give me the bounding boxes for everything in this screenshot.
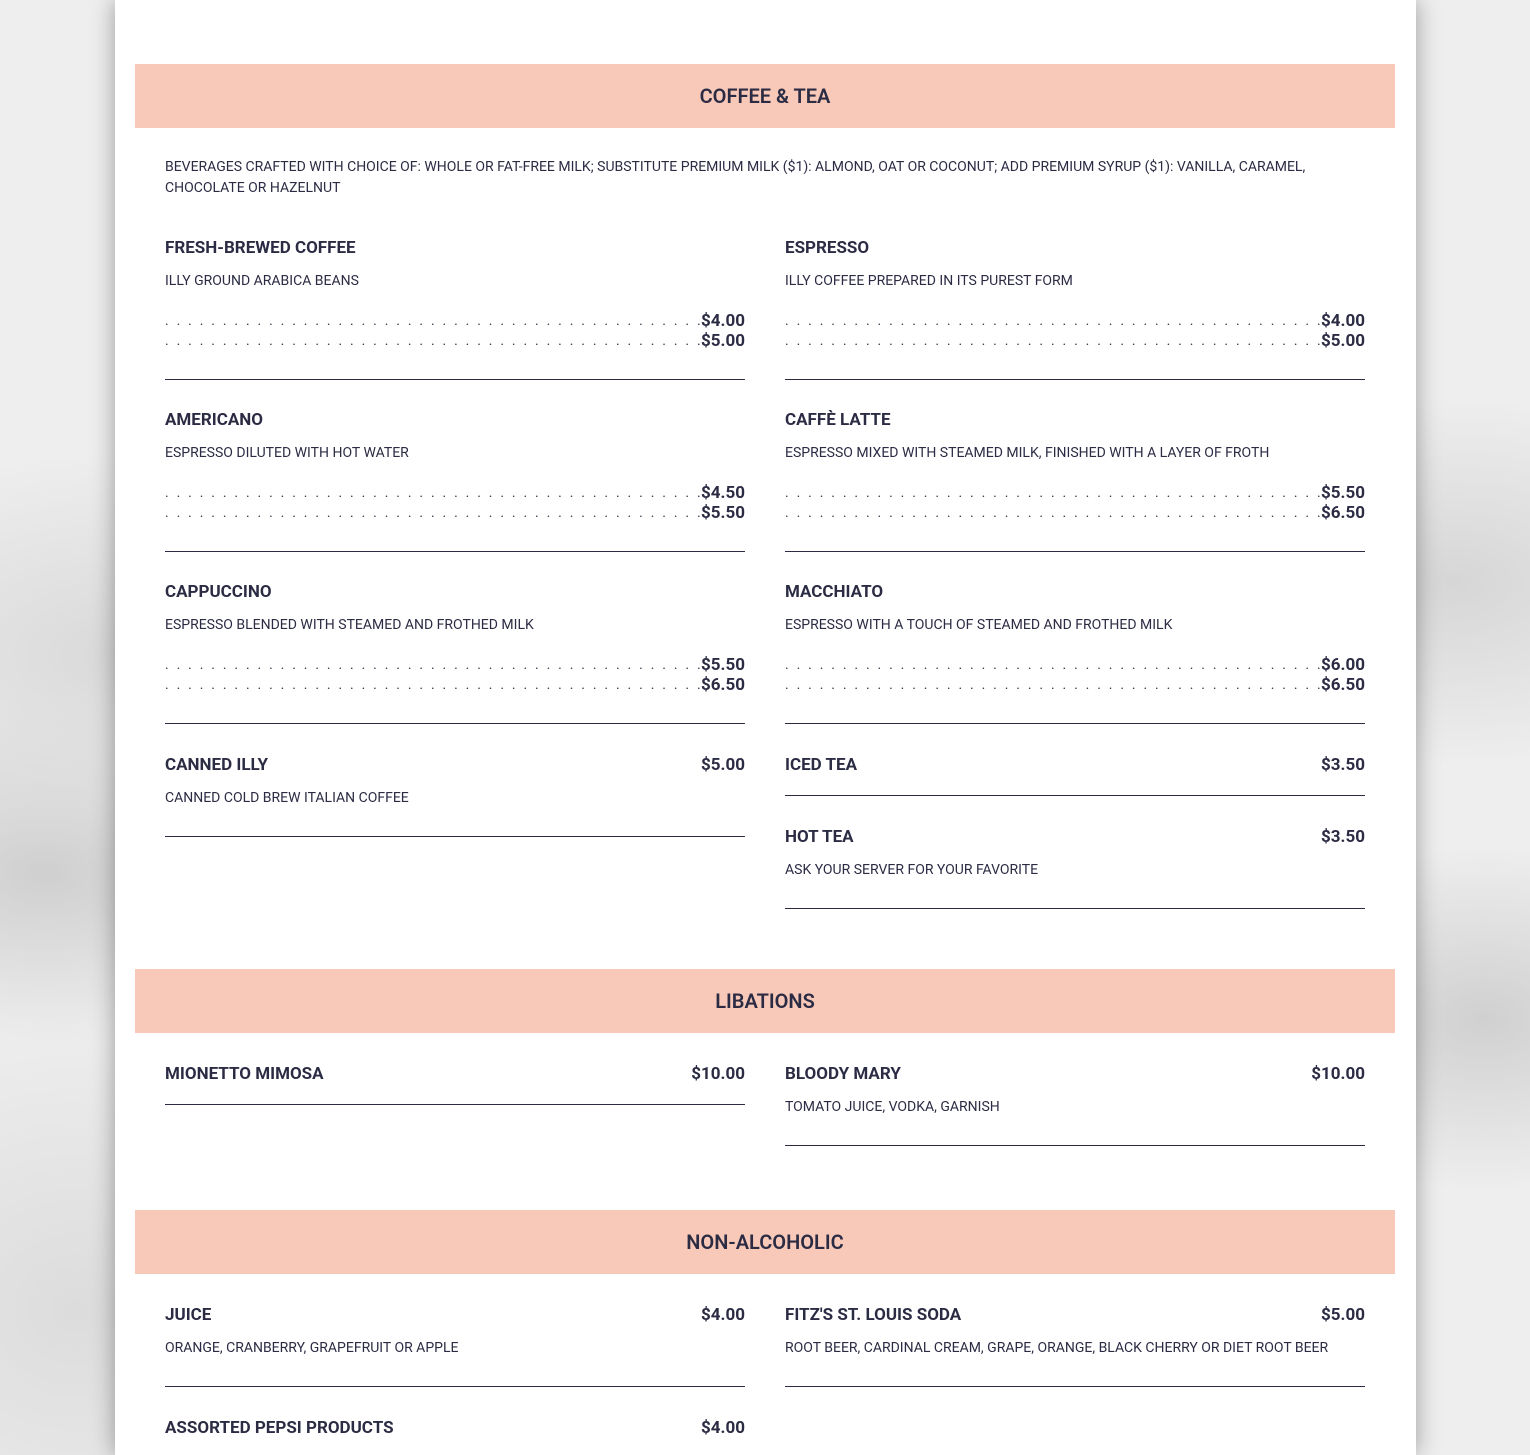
item-price: $6.50	[1321, 675, 1365, 695]
dot-leader	[165, 675, 701, 695]
dot-leader	[165, 311, 701, 331]
item-price: $3.50	[1321, 827, 1365, 847]
menu-item-espresso	[785, 231, 1365, 380]
item-price: $4.00	[701, 1305, 745, 1325]
item-price: $5.50	[701, 503, 745, 523]
menu-item-fresh-brewed-coffee	[165, 231, 745, 380]
item-price: $6.50	[701, 675, 745, 695]
item-name: JUICE	[165, 1305, 212, 1325]
item-name: MIONETTO MIMOSA	[165, 1064, 324, 1084]
item-price: $5.00	[1321, 1305, 1365, 1325]
item-name: CAFFÈ LATTE	[785, 410, 891, 430]
item-description: ESPRESSO BLENDED WITH STEAMED AND FROTHED MILK	[165, 617, 534, 633]
item-price: $4.00	[701, 311, 745, 331]
dot-leader	[165, 483, 701, 503]
menu-item-hot-tea	[785, 820, 1365, 909]
section-title: COFFEE & TEA	[699, 84, 831, 108]
item-price: $5.00	[1321, 331, 1365, 351]
item-name: ICED TEA	[785, 755, 858, 775]
item-description: ORANGE, CRANBERRY, GRAPEFRUIT OR APPLE	[165, 1340, 459, 1356]
item-price: $4.00	[701, 1418, 745, 1438]
menu-item-mionetto-mimosa	[165, 1057, 745, 1105]
item-description: ILLY COFFEE PREPARED IN ITS PUREST FORM	[785, 273, 1073, 289]
menu-page	[115, 0, 1416, 1455]
item-price: $6.50	[1321, 503, 1365, 523]
item-description: CANNED COLD BREW ITALIAN COFFEE	[165, 790, 409, 806]
section-title: LIBATIONS	[715, 989, 815, 1013]
item-description: ESPRESSO DILUTED WITH HOT WATER	[165, 445, 409, 461]
item-description: ILLY GROUND ARABICA BEANS	[165, 273, 359, 289]
item-price: $3.50	[1321, 755, 1365, 775]
section-note: BEVERAGES CRAFTED WITH CHOICE OF: WHOLE OR FAT-FREE MILK; SUBSTITUTE PREMIUM MILK ($1): ALMOND, OAT OR COCONUT; ADD PREMIUM SYRUP ($1): VANILLA, CARAMEL, CHOCOLATE OR HAZELNUT	[165, 159, 1306, 196]
item-price: $5.00	[701, 331, 745, 351]
menu-item-bloody-mary	[785, 1057, 1365, 1146]
item-price: $4.50	[701, 483, 745, 503]
item-price: $4.00	[1321, 311, 1365, 331]
item-description: ESPRESSO MIXED WITH STEAMED MILK, FINISHED WITH A LAYER OF FROTH	[785, 445, 1270, 461]
item-price: $10.00	[1311, 1064, 1365, 1084]
item-price: $6.00	[1321, 655, 1365, 675]
section-title: NON-ALCOHOLIC	[686, 1230, 844, 1254]
menu-item-juice	[165, 1298, 745, 1387]
item-name: CANNED ILLY	[165, 755, 269, 775]
menu-item-fitzs-soda	[785, 1298, 1365, 1387]
item-name: ESPRESSO	[785, 238, 870, 258]
dot-leader	[165, 655, 701, 675]
dot-leader	[785, 331, 1321, 351]
item-description: ESPRESSO WITH A TOUCH OF STEAMED AND FROTHED MILK	[785, 617, 1173, 633]
menu-item-iced-tea	[785, 748, 1365, 796]
dot-leader	[165, 503, 701, 523]
item-name: FRESH-BREWED COFFEE	[165, 238, 356, 258]
section-header-non-alcoholic	[135, 1210, 1395, 1274]
item-description: TOMATO JUICE, VODKA, GARNISH	[785, 1099, 1000, 1115]
item-price: $5.50	[701, 655, 745, 675]
item-description: ROOT BEER, CARDINAL CREAM, GRAPE, ORANGE, BLACK CHERRY OR DIET ROOT BEER	[785, 1340, 1329, 1356]
menu-item-cappuccino	[165, 575, 745, 724]
item-name: MACCHIATO	[785, 582, 884, 602]
section-header-libations	[135, 969, 1395, 1033]
dot-leader	[165, 331, 701, 351]
item-name: ASSORTED PEPSI PRODUCTS	[165, 1418, 394, 1438]
menu-item-americano	[165, 403, 745, 552]
item-name: CAPPUCCINO	[165, 582, 272, 602]
menu-item-caffe-latte	[785, 403, 1365, 552]
dot-leader	[785, 311, 1321, 331]
item-name: FITZ'S ST. LOUIS SODA	[785, 1305, 962, 1325]
item-description: ASK YOUR SERVER FOR YOUR FAVORITE	[785, 862, 1039, 878]
item-name: BLOODY MARY	[785, 1064, 901, 1084]
menu-item-assorted-pepsi	[165, 1411, 745, 1455]
dot-leader	[785, 483, 1321, 503]
dot-leader	[785, 655, 1321, 675]
section-header-coffee-tea	[135, 64, 1395, 128]
item-price: $10.00	[691, 1064, 745, 1084]
dot-leader	[785, 675, 1321, 695]
item-price: $5.50	[1321, 483, 1365, 503]
menu-item-macchiato	[785, 575, 1365, 724]
menu-item-canned-illy	[165, 748, 745, 837]
item-name: AMERICANO	[165, 410, 263, 430]
dot-leader	[785, 503, 1321, 523]
item-name: HOT TEA	[785, 827, 854, 847]
item-price: $5.00	[701, 755, 745, 775]
